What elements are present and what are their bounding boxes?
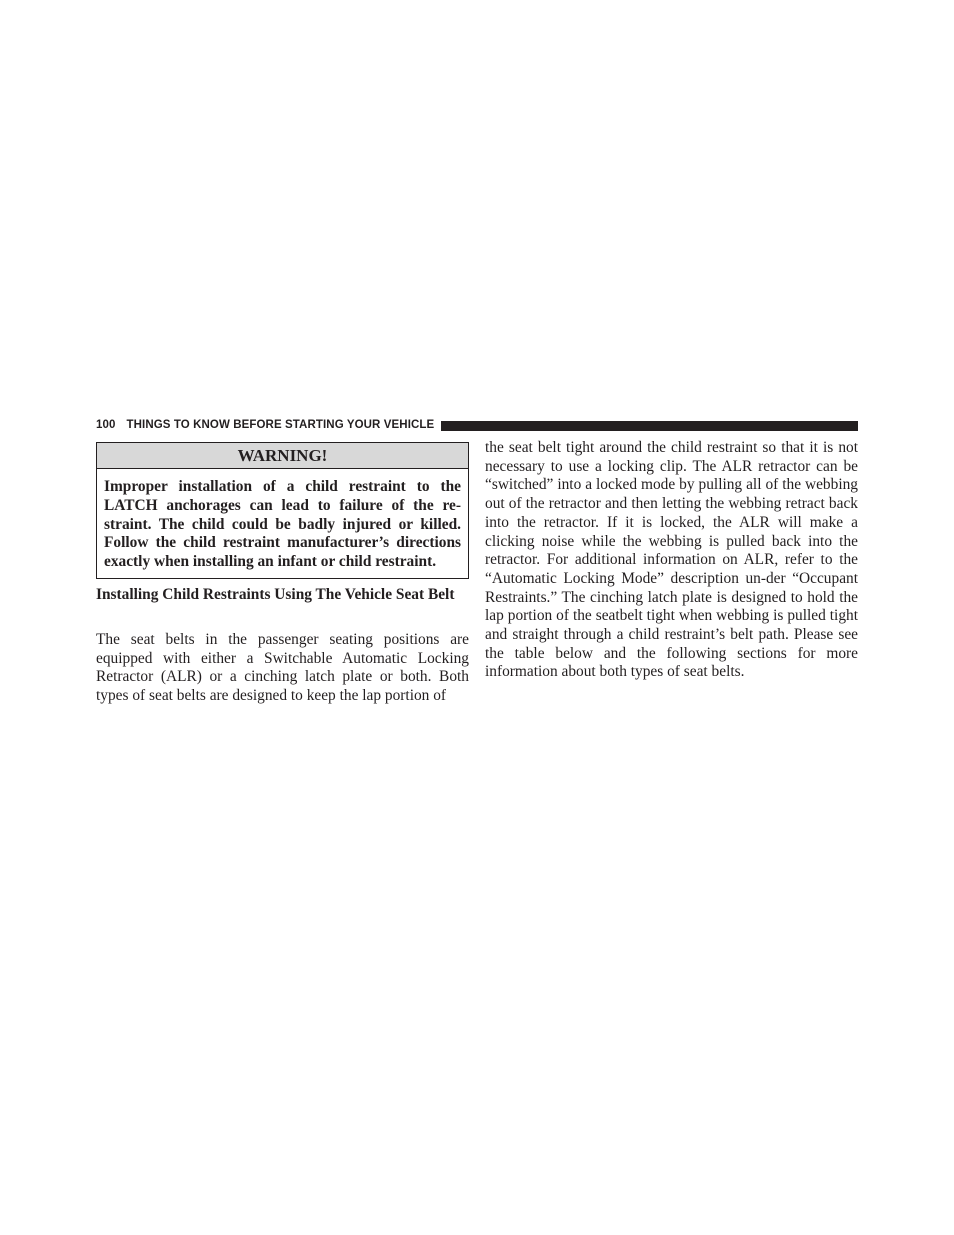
warning-box [96,442,469,579]
page-number: 100 [96,419,116,431]
section-title: THINGS TO KNOW BEFORE STARTING YOUR VEHICLE [126,419,435,431]
body-paragraph-left: The seat belts in the passenger seating positions are equipped with either a Switchable Automatic Locking Retractor (ALR) or a cinching latch plate or both. Both types of seat belts are designed to keep the lap portion of [96,631,469,705]
section-heading: Installing Child Restraints Using The Vehicle Seat Belt [96,586,455,603]
warning-title: WARNING! [97,443,468,469]
page-header [96,416,858,434]
body-paragraph-right: the seat belt tight around the child restraint so that it is not necessary to use a locking clip. The ALR retractor can be “switched” into a locked mode by pulling all of the webbing out of the retractor and then letting the webbing retract back into the retractor. If it is locked, the ALR will make a clicking noise while the webbing is pulled back into the retractor. For additional information on ALR, refer to the “Automatic Locking Mode” description un-der “Occupant Restraints.” The cinching latch plate is designed to hold the lap portion of the seatbelt tight when webbing is pulled tight and straight through a child restraint’s belt path. Please see the table below and the following sections for more information about both types of seat belts. [485,439,858,681]
warning-text: Improper installation of a child restraint to the LATCH anchorages can lead to failure of the re-straint. The child could be badly injured or killed. Follow the child restraint manufacturer’s directions exactly when installing an infant or child restraint. [104,478,461,571]
header-rule [441,421,858,431]
